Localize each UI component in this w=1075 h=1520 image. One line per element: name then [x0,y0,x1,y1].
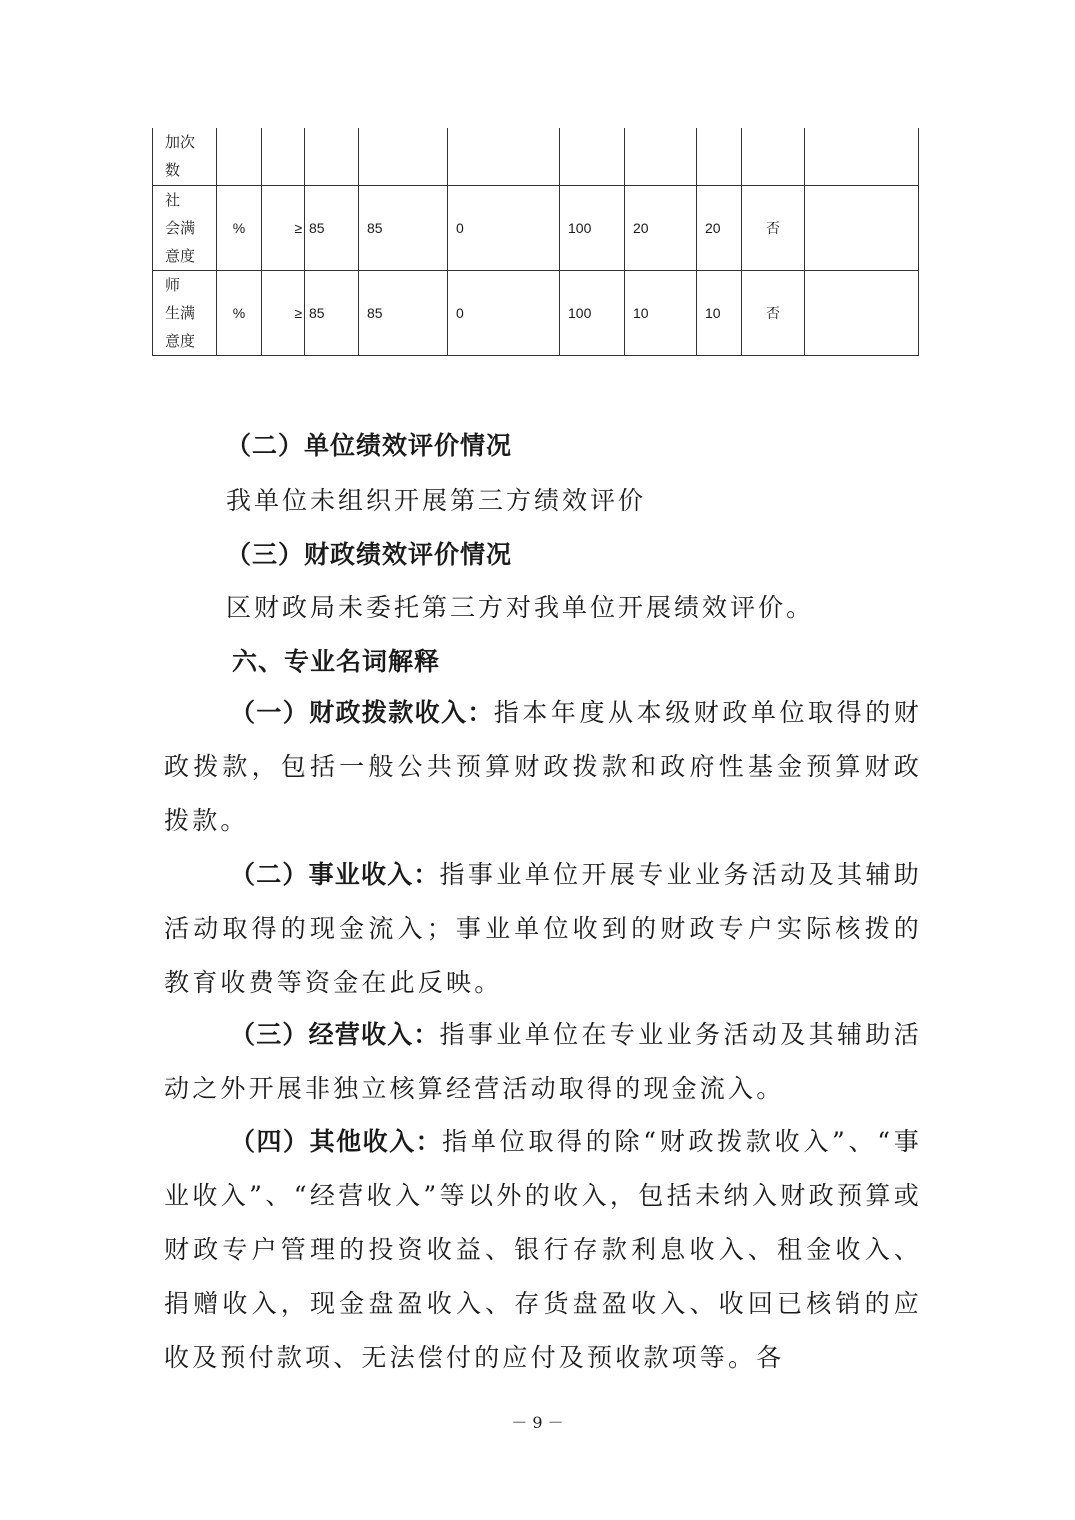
annual-target-cell: 85 [305,186,359,271]
glossary-term: （一）财政拨款收入： [230,698,494,727]
indicator-name: 加次 数 [153,128,217,186]
annual-target-cell [305,128,359,186]
page-number: － 9 － [511,1413,564,1432]
performance-indicator-table [152,128,919,356]
annual-target-cell: 85 [305,271,359,356]
indicator-name: 师 生满 意度 [153,271,217,356]
glossary-term: （二）事业收入： [230,860,440,889]
deviation-cell [448,128,560,186]
glossary-definition: 指事业单位开展专业业务活动及其辅助活动取得的现金流入；事业单位收到的财政专户实际核拨的教育收费等资金在此反映。 [164,860,922,997]
score-cell: 10 [697,271,742,356]
completion-rate-cell [560,128,625,186]
remark-cell [805,186,919,271]
glossary-definition: 指单位取得的除“财政拨款收入”、“事业收入”、“经营收入”等以外的收入，包括未纳入财政预算或财政专户管理的投资收益、银行存款利息收入、租金收入、捐赠收入，现金盘盈收入、存货盘盈收入、收回已核销的应收及预付款项、无法偿付的应付及预收款项等。各 [164,1127,922,1372]
glossary-definition: 指本年度从本级财政单位取得的财政拨款，包括一般公共预算财政拨款和政府性基金预算财政拨款。 [164,698,922,835]
core-flag-cell: 否 [742,186,805,271]
glossary-item-operating-income [164,1008,922,1116]
glossary-term: （四）其他收入： [230,1127,443,1156]
remark-cell [805,271,919,356]
glossary-item-other-income [164,1115,922,1385]
deviation-cell: 0 [448,271,560,356]
operator-cell: ≥ [262,186,305,271]
score-cell: 20 [697,186,742,271]
actual-value-cell: 85 [359,186,448,271]
table-row [153,186,919,271]
core-flag-cell: 否 [742,271,805,356]
weight-cell: 10 [625,271,697,356]
unit-cell: % [217,186,262,271]
operator-cell: ≥ [262,271,305,356]
finance-eval-heading: （三）财政绩效评价情况 [226,540,513,569]
completion-rate-cell: 100 [560,186,625,271]
finance-eval-text: 区财政局未委托第三方对我单位开展绩效评价。 [226,593,815,622]
unit-cell: % [217,271,262,356]
actual-value-cell: 85 [359,271,448,356]
glossary-term: （三）经营收入： [230,1020,440,1049]
weight-cell [625,128,697,186]
unit-eval-text: 我单位未组织开展第三方绩效评价 [226,486,647,515]
unit-cell [217,128,262,186]
weight-cell: 20 [625,186,697,271]
core-flag-cell [742,128,805,186]
unit-eval-heading: （二）单位绩效评价情况 [226,431,513,460]
remark-cell [805,128,919,186]
glossary-item-fiscal-appropriation [164,686,922,848]
table-row [153,271,919,356]
actual-value-cell [359,128,448,186]
operator-cell [262,128,305,186]
score-cell [697,128,742,186]
glossary-heading: 六、专业名词解释 [232,647,441,676]
glossary-item-business-income [164,848,922,1010]
deviation-cell: 0 [448,186,560,271]
indicator-name: 社 会满 意度 [153,186,217,271]
completion-rate-cell: 100 [560,271,625,356]
table-row [153,128,919,186]
glossary-definition: 指事业单位在专业业务活动及其辅助活动之外开展非独立核算经营活动取得的现金流入。 [164,1020,922,1103]
